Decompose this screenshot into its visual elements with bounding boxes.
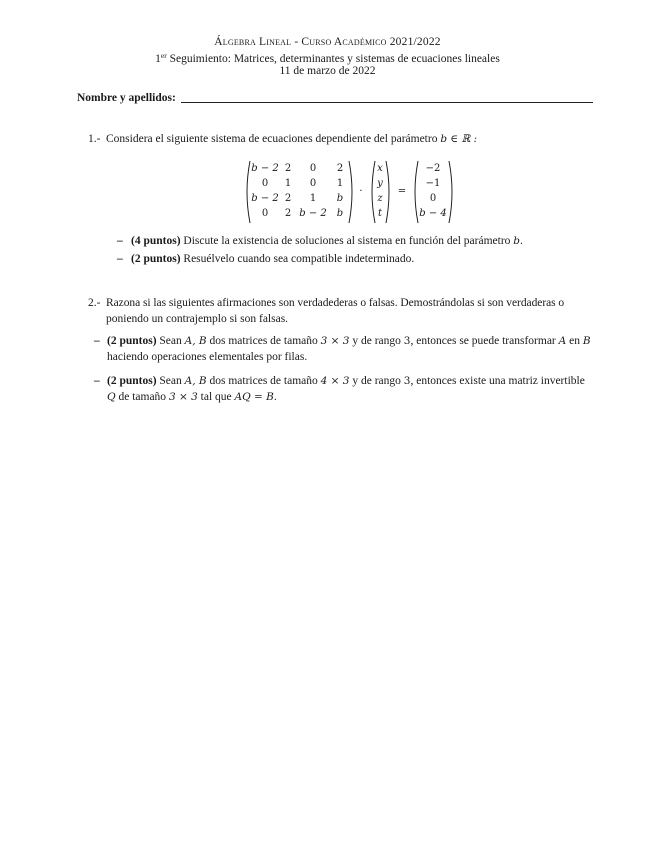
- matrix-cell: 0: [309, 178, 317, 189]
- question-intro: [106, 131, 477, 147]
- item-body: Sean: [159, 335, 182, 347]
- item-math: Q: [107, 391, 116, 403]
- item-body: , entonces existe una matriz invertible: [410, 375, 585, 387]
- matrix-cell: 2: [284, 208, 292, 219]
- matrix-cell: 0: [261, 208, 269, 219]
- item-math: 3 × 3: [320, 335, 350, 347]
- vector-cell: t: [377, 208, 383, 219]
- item-text-line-2: [107, 389, 277, 405]
- item-body: Sean: [159, 375, 182, 387]
- item-body: tal que: [200, 391, 232, 403]
- item-math: B: [582, 335, 591, 347]
- item-body: en: [569, 335, 580, 347]
- vector-cell: −1: [425, 178, 441, 189]
- vector-cell: −2: [425, 163, 441, 174]
- exam-date: 11 de marzo de 2022: [279, 65, 376, 77]
- matrix-cell: 0: [309, 163, 317, 174]
- item-math: b: [513, 235, 521, 247]
- question-number: 1.-: [88, 133, 101, 145]
- matrix-cell: b: [336, 208, 344, 219]
- item-body: dos matrices de tamaño: [209, 375, 318, 387]
- item-math: 4 × 3: [320, 375, 350, 387]
- name-field: [77, 91, 593, 107]
- item-math: A: [558, 335, 567, 347]
- item-body: y de rango: [352, 375, 401, 387]
- item-dash: –: [94, 335, 100, 347]
- subtitle-ordinal: 1: [155, 53, 161, 65]
- vector-cell: b − 4: [419, 208, 447, 219]
- item-text: [131, 251, 414, 267]
- question-number: 2.-: [88, 297, 101, 309]
- vector-cell: y: [377, 178, 383, 189]
- right-paren-icon: [348, 160, 356, 224]
- item-math: AQ = B: [234, 391, 274, 403]
- item-body: dos matrices de tamaño: [209, 335, 318, 347]
- course-title: Álgebra Lineal - Curso Académico 2021/2022: [214, 36, 441, 48]
- name-input-line[interactable]: [181, 102, 593, 103]
- item-points: (2 puntos): [131, 253, 181, 265]
- matrix-cell: 2: [284, 193, 292, 204]
- right-paren-icon: [385, 160, 393, 224]
- item-math: A, B: [184, 335, 207, 347]
- param-math: b ∈ ℝ :: [440, 133, 478, 145]
- intro-text: Considera el siguiente sistema de ecuaciones dependiente del parámetro: [106, 133, 438, 145]
- matrix-cell: 1: [284, 178, 292, 189]
- subtitle-text: Seguimiento: Matrices, determinantes y sistemas de ecuaciones lineales: [166, 53, 500, 65]
- item-dash: –: [117, 235, 123, 247]
- item-points: (2 puntos): [107, 375, 157, 387]
- subtitle-ordinal-sup: er: [160, 51, 167, 60]
- item-dash: –: [117, 253, 123, 265]
- item-body: .: [273, 391, 277, 403]
- item-dash: –: [94, 375, 100, 387]
- name-label: Nombre y apellidos:: [77, 92, 176, 104]
- item-math: 3: [403, 375, 411, 387]
- item-math: 3: [403, 335, 411, 347]
- vector-cell: 0: [429, 193, 437, 204]
- matrix-cell: b − 2: [251, 193, 279, 204]
- item-body: de tamaño: [118, 391, 167, 403]
- matrix-cell: 0: [261, 178, 269, 189]
- item-points: (2 puntos): [107, 335, 157, 347]
- item-points: (4 puntos): [131, 235, 181, 247]
- matrix-cell: 1: [309, 193, 317, 204]
- vector-cell: x: [377, 163, 383, 174]
- dot-operator: ·: [359, 186, 363, 197]
- right-paren-icon: [448, 160, 456, 224]
- item-body: , entonces se puede transformar: [410, 335, 556, 347]
- item-text-line-1: [107, 333, 591, 349]
- item-text-line-1: [107, 373, 585, 389]
- matrix-cell: b − 2: [299, 208, 327, 219]
- item-end: .: [520, 235, 523, 247]
- item-text-line-2: haciendo operaciones elementales por filas.: [107, 351, 308, 363]
- matrix-cell: 1: [336, 178, 344, 189]
- item-body: Discute la existencia de soluciones al sistema en función del parámetro: [183, 235, 511, 247]
- matrix-equation: [243, 160, 463, 224]
- matrix-cell: b − 2: [251, 163, 279, 174]
- vector-cell: z: [377, 193, 383, 204]
- matrix-cell: b: [336, 193, 344, 204]
- matrix-cell: 2: [284, 163, 292, 174]
- item-text: [131, 233, 523, 249]
- item-body: y de rango: [352, 335, 401, 347]
- question-intro-line-2: poniendo un contrajemplo si son falsas.: [106, 313, 289, 325]
- item-body: Resuélvelo cuando sea compatible indeterminado.: [183, 253, 415, 265]
- matrix-cell: 2: [336, 163, 344, 174]
- item-math: A, B: [184, 375, 207, 387]
- item-math: 3 × 3: [168, 391, 198, 403]
- question-intro-line-1: Razona si las siguientes afirmaciones son verdadederas o falsas. Demostrándolas si son verdaderas o: [106, 297, 565, 309]
- equals-sign: =: [397, 186, 407, 197]
